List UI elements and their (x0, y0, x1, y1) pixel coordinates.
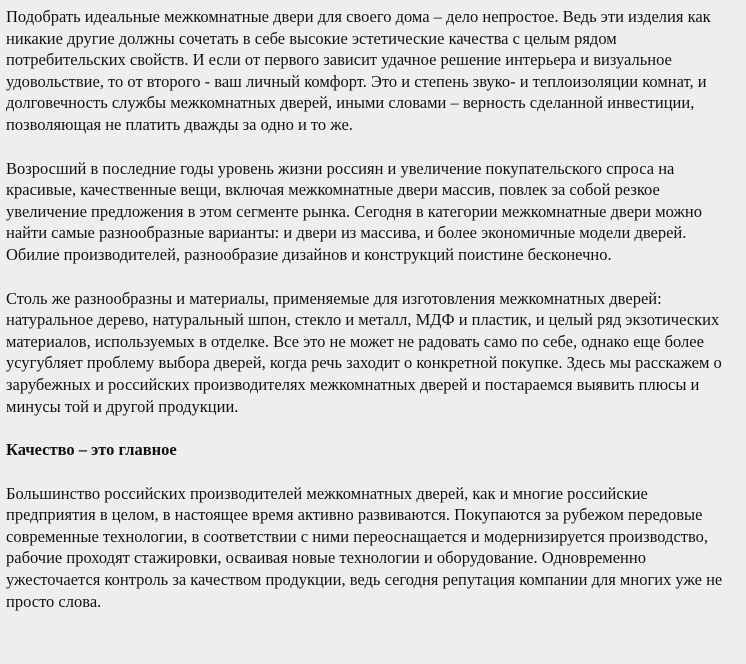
section-heading: Качество – это главное (6, 440, 177, 460)
materials-paragraph: Столь же разнообразны и материалы, применяемые для изготовления межкомнатных дверей: натуральное дерево, натуральный шпон, стекло и металл, МДФ и пластик, и целый ряд экзотических материалов, используемых в отделке. Все это не может не радовать само по себе, однако еще более усугубляет проблему выбора дверей, когда речь заходит о конкретной покупке. Здесь мы расскажем о зарубежных и российских производителях межкомнатных дверей и постараемся выявить плюсы и минусы той и другой продукции. (6, 288, 722, 416)
quality-paragraph: Большинство российских производителей межкомнатных дверей, как и многие российские предприятия в целом, в настоящее время активно развиваются. Покупаются за рубежом передовые современные технологии, в соответствии с ними переоснащается и модернизируется производство, рабочие проходят стажировки, осваивая новые технологии и оборудование. Одновременно ужесточается контроль за качеством продукции, ведь сегодня репутация компании для многих уже не просто слова. (6, 483, 723, 611)
market-paragraph: Возросший в последние годы уровень жизни россиян и увеличение покупательского спроса на красивые, качественные вещи, включая межкомнатные двери массив, повлек за собой резкое увеличение предложения в этом сегменте рынка. Сегодня в категории межкомнатные двери можно найти самые разнообразные варианты: и двери из массива, и более экономичные модели дверей. Обилие производителей, разнообразие дизайнов и конструкций поистине бесконечно. (6, 158, 703, 264)
intro-paragraph: Подобрать идеальные межкомнатные двери для своего дома – дело непростое. Ведь эти изделия как никакие другие должны сочетать в себе высокие эстетические качества с целым рядом потребительских свойств. И если от первого зависит удачное решение интерьера и визуальное удовольствие, то от второго - ваш личный комфорт. Это и степень звуко- и теплоизоляции комнат, и долговечность службы межкомнатных дверей, иными словами – верность сделанной инвестиции, позволяющая не платить дважды за одно и то же. (6, 7, 711, 134)
